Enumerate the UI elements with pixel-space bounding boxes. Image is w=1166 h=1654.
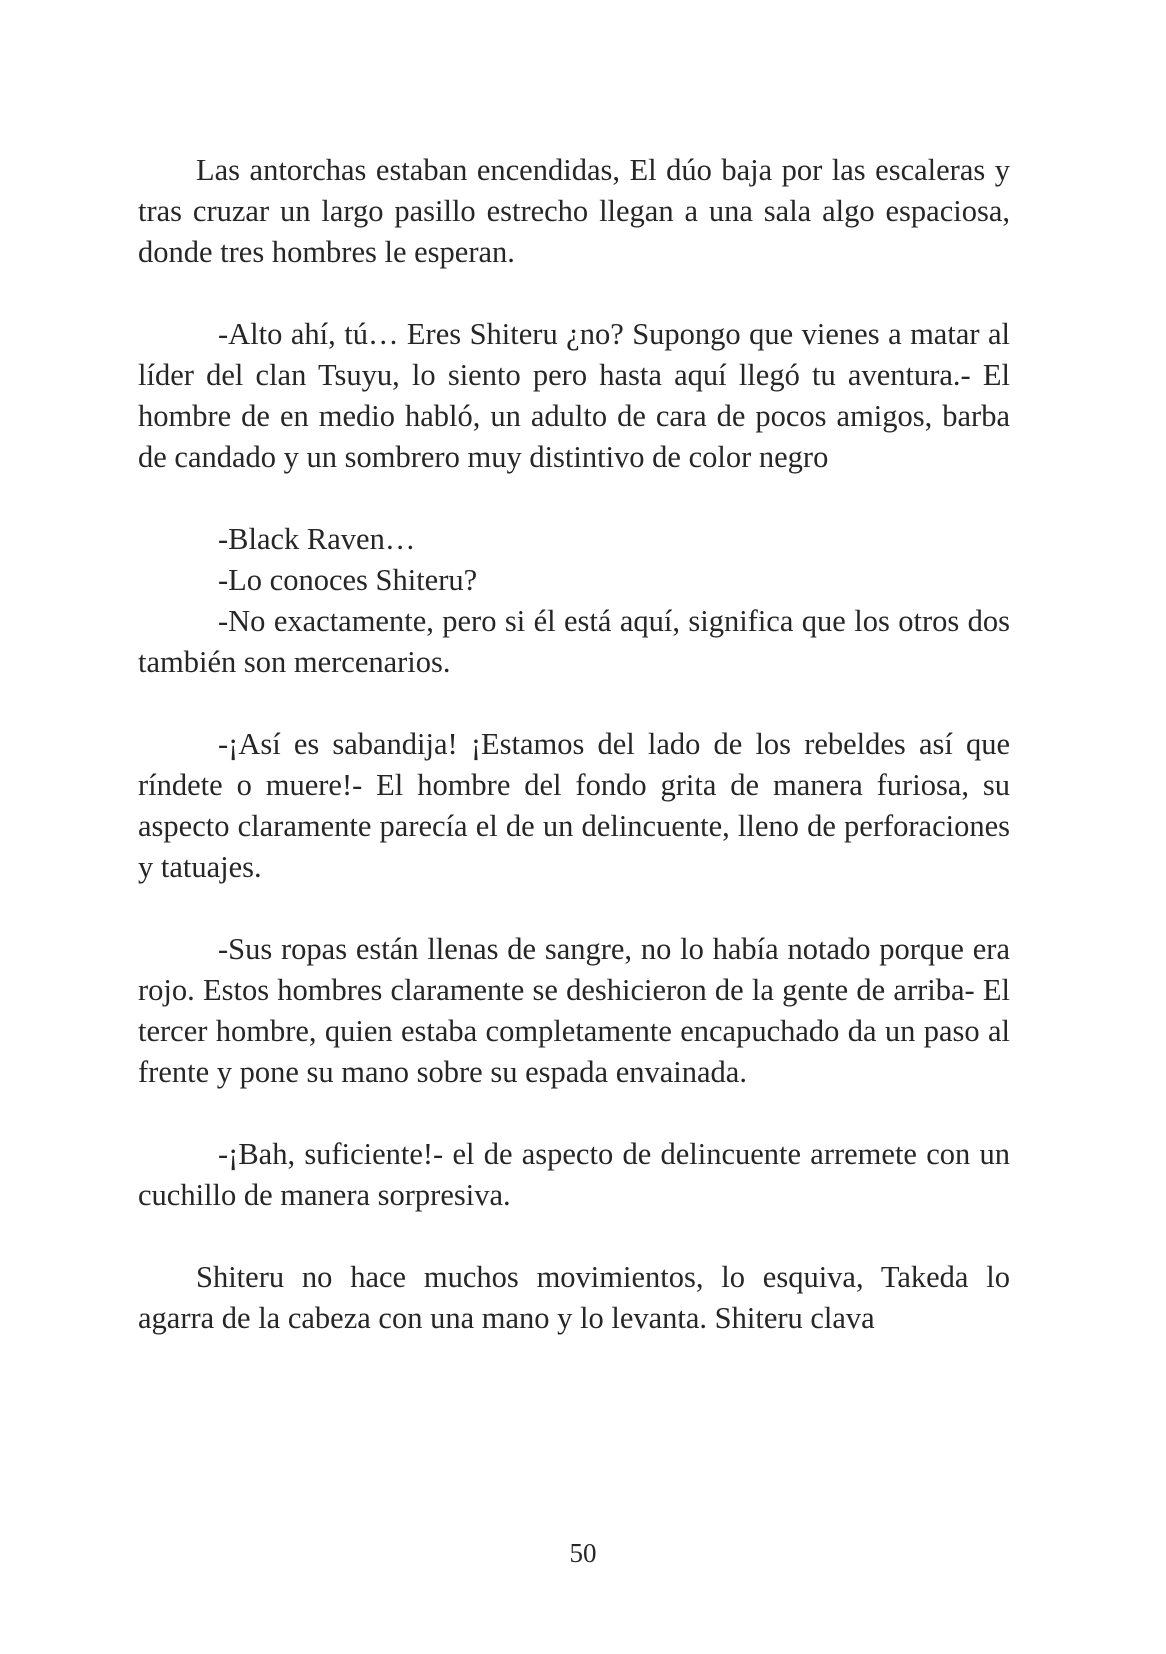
- paragraph-gap: [138, 683, 1010, 724]
- page-number: 50: [569, 1538, 597, 1568]
- paragraph-gap: [138, 273, 1010, 314]
- paragraph-dialogue-blood: -Sus ropas están llenas de sangre, no lo había notado porque era rojo. Estos hombres claramente se deshicieron de la gente de arriba- El tercer hombre, quien estaba completamente encapuchado da un paso al frente y pone su mano sobre su espada envainada.: [138, 932, 1010, 1089]
- paragraph-narration-torches: Las antorchas estaban encendidas, El dúo baja por las escaleras y tras cruzar un largo pasillo estrecho llegan a una sala algo espaciosa, donde tres hombres le esperan.: [138, 153, 1010, 269]
- paragraph-narration-dodge: Shiteru no hace muchos movimientos, lo esquiva, Takeda lo agarra de la cabeza con una mano y lo levanta. Shiteru clava: [138, 1260, 1010, 1335]
- paragraph-dialogue-black-raven: -Black Raven…: [218, 522, 416, 556]
- paragraph-dialogue-question: -Lo conoces Shiteru?: [218, 563, 478, 597]
- paragraph-gap: [138, 888, 1010, 929]
- paragraph-gap: [138, 1216, 1010, 1257]
- paragraph-dialogue-sabandija: -¡Así es sabandija! ¡Estamos del lado de los rebeldes así que ríndete o muere!- El hombre del fondo grita de manera furiosa, su aspecto claramente parecía el de un delincuente, lleno de perforaciones y tatuajes.: [138, 727, 1010, 884]
- paragraph-dialogue-bah: -¡Bah, suficiente!- el de aspecto de delincuente arremete con un cuchillo de manera sorpresiva.: [138, 1137, 1010, 1212]
- body-text: [138, 150, 1010, 1339]
- paragraph-dialogue-black-raven-intro: -Alto ahí, tú… Eres Shiteru ¿no? Supongo que vienes a matar al líder del clan Tsuyu, lo siento pero hasta aquí llegó tu aventura.- El hombre de en medio habló, un adulto de cara de pocos amigos, barba de candado y un sombrero muy distintivo de color negro: [138, 317, 1010, 474]
- paragraph-dialogue-mercenaries: -No exactamente, pero si él está aquí, significa que los otros dos también son mercenarios.: [138, 604, 1010, 679]
- paragraph-gap: [138, 1093, 1010, 1134]
- paragraph-gap: [138, 478, 1010, 519]
